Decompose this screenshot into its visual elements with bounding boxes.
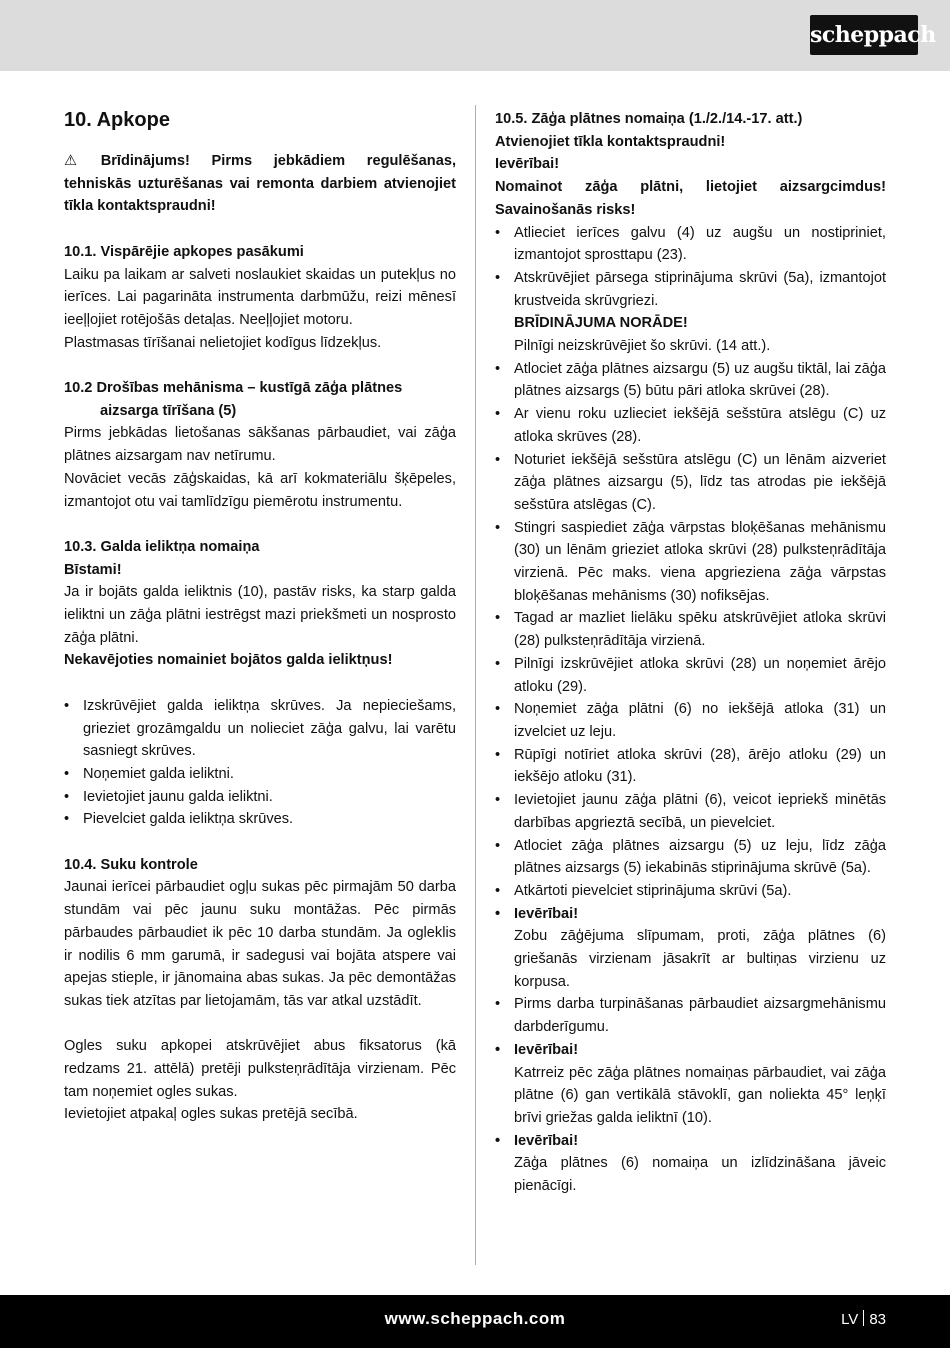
bullet-list-blade-change — [495, 222, 886, 1198]
warning-paragraph — [64, 150, 456, 218]
list-item: • Ievietojiet jaunu zāģa plātni (6), veicot iepriekš minētās darbības apgrieztā secībā, un pievelciet. — [495, 792, 886, 831]
bullet-list-table-insert — [64, 695, 456, 831]
list-item: • Pirms darba turpināšanas pārbaudiet aizsargmehānismu darbderīgumu. — [495, 996, 886, 1036]
paragraph: Plastmasas tīrīšanai nelietojiet kodīgus līdzekļus. — [64, 334, 382, 351]
page-indicator — [841, 1310, 886, 1328]
website-link[interactable]: www.scheppach.com — [384, 1309, 566, 1328]
heading-10-5: 10.5. Zāģa plātnes nomaiņa (1./2./14.-17. att.) — [495, 111, 803, 127]
list-item: • Noņemiet zāģa plātni (6) no iekšējā atloka (31) un izvelciet uz leju. — [495, 701, 886, 740]
heading-10-1: 10.1. Vispārējie apkopes pasākumi — [64, 243, 304, 260]
bold-instruction: Nomainot zāģa plātni, lietojiet aizsargcimdus! Savainošanās risks! — [495, 179, 886, 218]
list-item: • Izskrūvējiet galda ieliktņa skrūves. Ja nepieciešams, grieziet grozāmgaldu un nolieciet zāģa galvu, lai varētu sasniegt skrūves. — [64, 697, 456, 760]
heading-10-3: 10.3. Galda ieliktņa nomaiņa — [64, 538, 260, 555]
paragraph: Laiku pa laikam ar salveti noslaukiet skaidas un putekļus no ierīces. Lai pagarināta instrumenta darbmūžu, reizi mēnesī ieeļļojiet rotējošās detaļas. Neeļļojiet motoru. — [64, 266, 456, 328]
list-item: • Rūpīgi notīriet atloka skrūvi (28), ārējo atloku (29) un iekšējo atloku (31). — [495, 746, 886, 786]
list-item: • Atlieciet ierīces galvu (4) uz augšu un nostipriniet, izmantojot sprosttapu (23). — [495, 224, 886, 264]
language-code: LV — [841, 1311, 859, 1328]
heading-10-4: 10.4. Suku kontrole — [64, 856, 198, 873]
list-item: • Pievelciet galda ieliktņa skrūves. — [64, 811, 294, 828]
list-item: • Ievērībai! Zāģa plātnes (6) nomaiņa un izlīdzināšana jāveic pienācīgi. — [495, 1132, 886, 1195]
footer-bar — [0, 1295, 950, 1348]
brand-logo — [810, 15, 936, 55]
heading-10-2: 10.2 Drošības mehānisma – kustīgā zāģa plātnes aizsarga tīrīšana (5) — [64, 380, 403, 419]
list-item: • Atlociet zāģa plātnes aizsargu (5) uz augšu tiktāl, lai zāģa plātnes aizsargs (5) būtu pāri atloka skrūvei (28). — [495, 360, 886, 400]
right-column — [495, 108, 886, 1198]
page-number: 83 — [869, 1311, 886, 1328]
bold-instruction: Atvienojiet tīkla kontaktspraudni! — [495, 133, 726, 150]
list-item: • Atkārtoti pievelciet stiprinājuma skrūvi (5a). — [495, 882, 792, 899]
list-item: • Noņemiet galda ieliktni. — [64, 765, 234, 782]
paragraph: Ja ir bojāts galda ieliktnis (10), pastāv risks, ka starp galda ieliktni un zāģa plātni iestrēgst mazi priekšmeti un nosprosto zāģa plātni. — [64, 584, 456, 646]
section-title-maintenance: 10. Apkope — [64, 109, 170, 131]
bold-instruction: Nekavējoties nomainiet bojātos galda ieliktņus! — [64, 652, 393, 669]
paragraph: Pirms jebkādas lietošanas sākšanas pārbaudiet, vai zāģa plātnes aizsargam nav netīrumu. — [64, 425, 456, 465]
paragraph: Ievietojiet atpakaļ ogles sukas pretējā secībā. — [64, 1106, 358, 1123]
header-bar — [0, 0, 950, 71]
paragraph: Novāciet vecās zāģskaidas, kā arī kokmateriālu šķēpeles, izmantojot otu vai tamlīdzīgu piemērotu instrumentu. — [64, 470, 456, 510]
left-column — [64, 108, 456, 1126]
warning-text: Brīdinājums! Pirms jebkādiem regulēšanas, tehniskās uzturēšanas vai remonta darbiem atvienojiet tīkla kontaktspraudni! — [64, 153, 456, 215]
brand-logo-text: scheppach — [810, 22, 936, 48]
list-item: • Stingri saspiediet zāģa vārpstas bloķēšanas mehānismu (30) un lēnām grieziet atloka skrūvi (28) pulksteņrādītāja virzienā. Pēc maks. viena apgrieziena zāģa vārpstas bloķēšanas mehānisms (30) nofiksējas. — [495, 519, 886, 604]
paragraph: Jaunai ierīcei pārbaudiet ogļu sukas pēc pirmajām 50 darba stundām vai pēc jaunu suku montāžas. Pēc pirmās pārbaudes pārbaudiet ik pēc 10 darba stundām. Ja ogleklis ir nodilis 6 mm garumā, ir sadegusi vai bojāta atspere vai apejas stieple, ir jānomaina abas sukas. Ja pēc demontāžas sukas tiek atzītas par lietojamām, tās var atkal uzstādīt. — [64, 879, 456, 1009]
list-item: • Ievērībai! Katrreiz pēc zāģa plātnes nomaiņas pārbaudiet, vai zāģa plātne (6) gan vertikālā stāvoklī, gan noliekta 45° leņķī brīvi griežas galda ieliktnī (10). — [495, 1041, 886, 1126]
note-label: Ievērībai! — [495, 156, 560, 173]
column-divider — [475, 105, 476, 1265]
list-item: • Ievietojiet jaunu galda ieliktni. — [64, 788, 273, 805]
list-item: • Ievērībai! Zobu zāģējuma slīpumam, proti, zāģa plātnes (6) griešanās virzienam jāsakrīt ar bultiņas virzienu uz korpusa. — [495, 905, 886, 990]
list-item: • Tagad ar mazliet lielāku spēku atskrūvējiet atloka skrūvi (28) pulksteņrādītāja virzienā. — [495, 610, 886, 650]
list-item: • Atskrūvējiet pārsega stiprinājuma skrūvi (5a), izmantojot krustveida skrūvgriezi. BRĪDINĀJUMA NORĀDE! Pilnīgi neizskrūvējiet šo skrūvi. (14 att.). — [495, 269, 886, 355]
warning-triangle-icon: ⚠ — [64, 153, 95, 169]
list-item: • Ar vienu roku uzlieciet iekšējā sešstūra atslēgu (C) uz atloka skrūves (28). — [495, 406, 886, 445]
danger-label: Bīstami! — [64, 561, 122, 578]
list-item: • Atlociet zāģa plātnes aizsargu (5) uz leju, līdz zāģa plātnes aizsargs (5) iekabinās stiprinājuma skrūvē (5a). — [495, 837, 886, 877]
list-item: • Noturiet iekšējā sešstūra atslēgu (C) un lēnām aizveriet zāģa plātnes aizsargu (5), līdz tas atrodas pie iekšējā sešstūra atslēgas (C). — [495, 451, 886, 513]
list-item: • Pilnīgi izskrūvējiet atloka skrūvi (28) un noņemiet ārējo atloku (29). — [495, 655, 886, 695]
paragraph: Ogles suku apkopei atskrūvējiet abus fiksatorus (kā redzams 21. attēlā) pretēji pulksteņrādītāja virzienam. Pēc tam noņemiet ogles sukas. — [64, 1038, 456, 1100]
